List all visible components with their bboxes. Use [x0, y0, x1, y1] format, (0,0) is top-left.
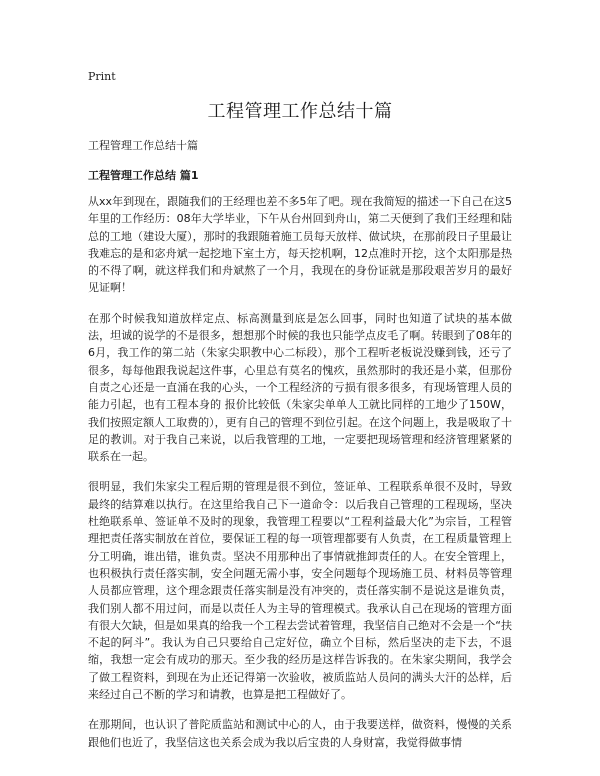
document-subtitle: 工程管理工作总结十篇	[88, 139, 198, 152]
paragraph-1: 从xx年到现在，跟随我们的王经理也差不多5年了吧。现在我简短的描述一下自己在这5年里的工作经历：08年大学毕业，下午从台州回到舟山，第二天便到了我们王经理和陆总的工地（建设大厦），那时的我跟随着施工员每天放样、做试块，在那前段日子里最让我难忘的是和宓舟斌一起挖地下室土方，每天挖机啊，12点准时开挖，这个太阳那是热的不得了啊，就这样我们和舟斌熬了一个月，我现在的身份证就是那段艰苦岁月的最好见证啊！	[88, 195, 512, 295]
document-title: 工程管理工作总结十篇	[207, 101, 393, 122]
section-heading: 工程管理工作总结 篇1	[88, 169, 199, 182]
paragraph-3: 很明显，我们朱家尖工程后期的管理是很不到位，签证单、工程联系单很不及时，导致最终的结算难以执行。在这里给我自己下一道命令：以后我自己管理的工程现场，坚决杜绝联系单、签证单不及时的现象，我管理工程要以“工程利益最大化”为宗旨，工程管理把责任落实制放在首位，要保证工程的每一项管理都要有人负责，在工程质量管理上分工明确，谁出错，谁负责。坚决不用那种出了事情就推卸责任的人。在安全管理上，也积极执行责任落实制，安全问题无需小事，安全问题每个现场施工员、材料员等管理人员都应管理，这个理念跟责任落实制是没有冲突的，责任落实制不是说这是谁负责，我们别人都不用过问，而是以责任人为主导的管理模式。我承认自己在现场的管理方面有很大欠缺，但是如果真的给我一个工程去尝试着管理，我坚信自己绝对不会是一个“扶不起的阿斗”。我认为自己只要给自己定好位，确立个目标，然后坚决的走下去，不退缩，我想一定会有成功的那天。至少我的经历是这样告诉我的。在朱家尖期间，我学会了做工程资料，到现在为止还记得第一次验收，被质监站人员问的满头大汗的怂样，后来经过自己不断的学习和请教，也算是把工程做好了。	[88, 480, 512, 702]
paragraph-4: 在那期间，也认识了普陀质监站和测试中心的人，由于我要送样，做资料，慢慢的关系跟他们也近了，我坚信这也关系会成为我以后宝贵的人身财富，我觉得做事情	[88, 718, 512, 749]
print-label[interactable]: Print	[88, 70, 116, 83]
paragraph-2: 在那个时候我知道放样定点、标高测量到底是怎么回事，同时也知道了试块的基本做法，坦诚的说学的不是很多，想想那个时候的我也只能学点皮毛了啊。转眼到了08年的6月，我工作的第二站（朱家尖职教中心二标段），那个工程听老板说没赚到钱，还亏了很多，每每他跟我说起这件事，心里总有莫名的愧疚，虽然那时的我还是小菜，但那份自责之心还是一直涌在我的心头，一个工程经济的亏损有很多很多，有现场管理人员的能力引起，也有工程本身的 报价比较低（朱家尖单单人工就比同样的工地少了150W，我们按照定额人工取费的），更有自己的管理不到位引起。在这个问题上，我是吸取了十足的教训。对于我自己来说，以后我管理的工地，一定要把现场管理和经济管理紧紧的联系在一起。	[88, 311, 512, 464]
